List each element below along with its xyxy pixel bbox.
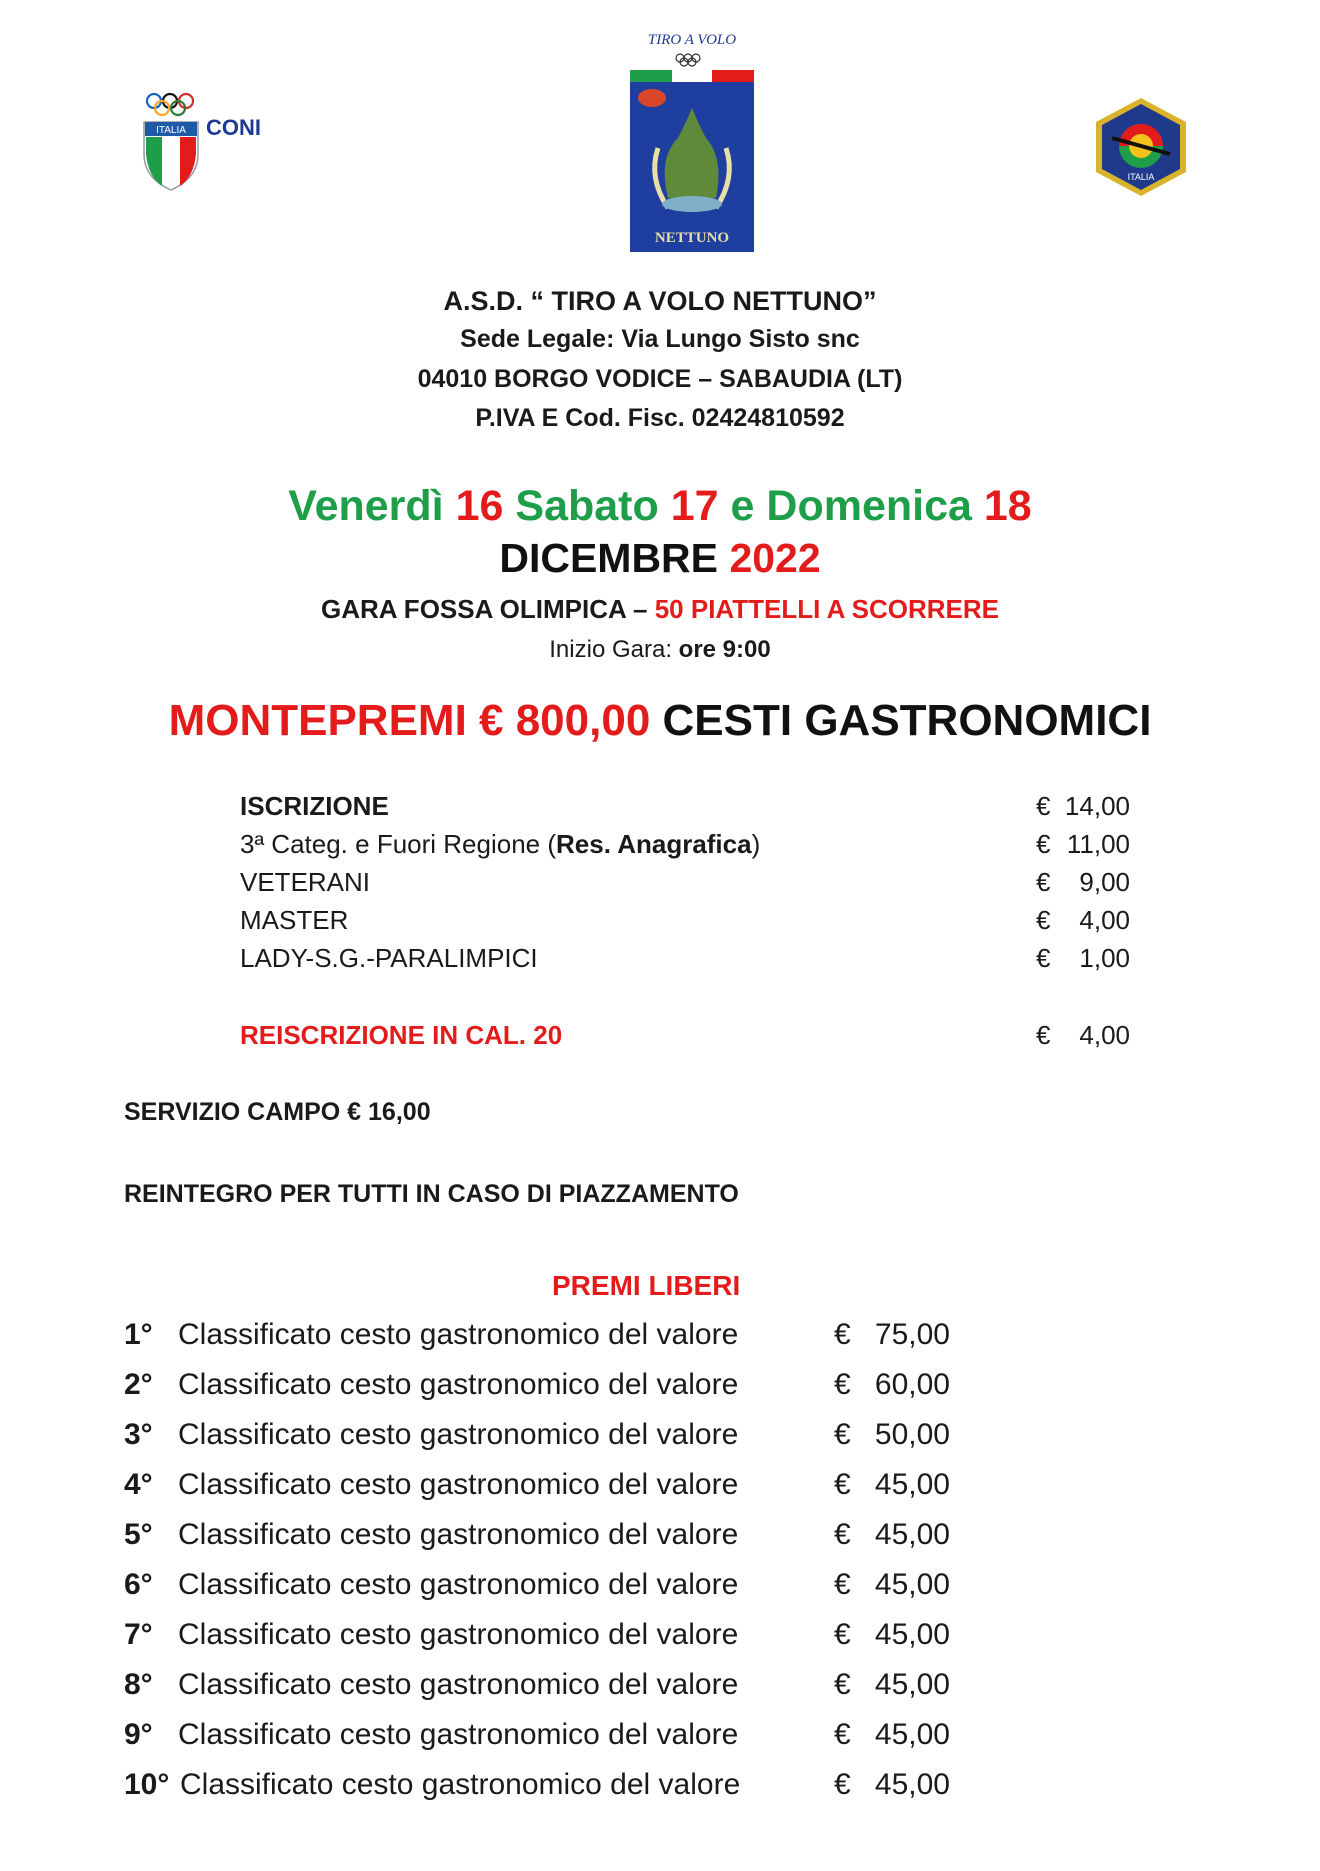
day-saturday: Sabato bbox=[515, 482, 659, 530]
fee-amount: 9,00 bbox=[1079, 867, 1130, 897]
prize-desc: Classificato cesto gastronomico del valore bbox=[180, 1768, 741, 1801]
fee-label: LADY-S.G.-PARALIMPICI bbox=[240, 943, 538, 973]
prize-rank: 7° bbox=[124, 1618, 153, 1651]
svg-text:NETTUNO: NETTUNO bbox=[654, 230, 730, 246]
prizes-title: PREMI LIBERI bbox=[552, 1270, 741, 1301]
prize-desc: Classificato cesto gastronomico del valore bbox=[178, 1418, 739, 1451]
fee-label: REISCRIZIONE IN CAL. 20 bbox=[240, 1020, 563, 1050]
start-label: Inizio Gara: bbox=[549, 636, 672, 663]
tiro-a-volo-nettuno-logo bbox=[628, 28, 756, 258]
fee-currency: € bbox=[1036, 867, 1051, 897]
prize-rank: 10° bbox=[124, 1768, 170, 1801]
prize-rank: 2° bbox=[124, 1368, 153, 1401]
prize-row bbox=[124, 1518, 950, 1558]
prize-row bbox=[124, 1618, 950, 1658]
prize-amount: 60,00 bbox=[874, 1368, 950, 1401]
fee-label: 3ª Categ. e Fuori Regione (Res. Anagrafica) bbox=[240, 829, 761, 859]
fee-amount: 11,00 bbox=[1066, 829, 1130, 859]
prize-desc: Classificato cesto gastronomico del valore bbox=[178, 1568, 739, 1601]
fee-label: VETERANI bbox=[240, 867, 371, 897]
prize-row bbox=[124, 1718, 950, 1758]
prize-currency: € bbox=[834, 1668, 851, 1701]
prize-currency: € bbox=[834, 1418, 851, 1451]
prize-row bbox=[124, 1418, 950, 1458]
prize-currency: € bbox=[834, 1618, 851, 1651]
start-time-value: ore 9:00 bbox=[678, 636, 771, 663]
fee-row bbox=[240, 867, 1130, 901]
start-time bbox=[0, 636, 1320, 664]
montepremi bbox=[0, 696, 1320, 746]
prize-desc: Classificato cesto gastronomico del valore bbox=[178, 1668, 739, 1701]
prize-rank: 5° bbox=[124, 1518, 153, 1551]
prize-currency: € bbox=[834, 1368, 851, 1401]
prize-row bbox=[124, 1368, 950, 1408]
prize-currency: € bbox=[834, 1318, 851, 1351]
competition-type bbox=[0, 594, 1320, 625]
prize-desc: Classificato cesto gastronomico del valore bbox=[178, 1368, 739, 1401]
event-month bbox=[0, 535, 1320, 582]
reintegro-note: REINTEGRO PER TUTTI IN CASO DI PIAZZAMENTO bbox=[124, 1180, 739, 1208]
prize-desc: Classificato cesto gastronomico del valore bbox=[178, 1718, 739, 1751]
vat-number: P.IVA E Cod. Fisc. 02424810592 bbox=[475, 404, 845, 432]
fee-row bbox=[240, 829, 1130, 863]
prize-currency: € bbox=[834, 1568, 851, 1601]
prize-amount: 45,00 bbox=[874, 1618, 950, 1651]
prize-amount: 45,00 bbox=[874, 1768, 950, 1801]
svg-text:ITALIA: ITALIA bbox=[1127, 172, 1155, 182]
svg-text:TIRO A VOLO: TIRO A VOLO bbox=[647, 32, 737, 48]
event-dates bbox=[0, 482, 1320, 531]
svg-text:ITALIA: ITALIA bbox=[156, 125, 186, 136]
day-friday: Venerdì bbox=[288, 482, 444, 530]
prize-desc: Classificato cesto gastronomico del valore bbox=[178, 1318, 739, 1351]
prize-row bbox=[124, 1668, 950, 1708]
montepremi-amount: MONTEPREMI € 800,00 bbox=[168, 696, 651, 745]
competition-detail: 50 PIATTELLI A SCORRERE bbox=[654, 594, 999, 624]
prize-rank: 9° bbox=[124, 1718, 153, 1751]
prize-amount: 45,00 bbox=[874, 1718, 950, 1751]
svg-text:CONI: CONI bbox=[206, 115, 261, 140]
prize-rank: 6° bbox=[124, 1568, 153, 1601]
fee-currency: € bbox=[1036, 943, 1051, 973]
month: DICEMBRE bbox=[499, 535, 719, 581]
fee-row bbox=[240, 791, 1130, 825]
prize-amount: 45,00 bbox=[874, 1518, 950, 1551]
prize-currency: € bbox=[834, 1518, 851, 1551]
fee-currency: € bbox=[1036, 905, 1051, 935]
conjunction: e bbox=[730, 482, 755, 530]
fee-label: MASTER bbox=[240, 905, 349, 935]
prize-amount: 45,00 bbox=[874, 1468, 950, 1501]
fee-row bbox=[240, 943, 1130, 977]
prize-row bbox=[124, 1768, 950, 1808]
prize-amount: 45,00 bbox=[874, 1568, 950, 1601]
fee-amount: 14,00 bbox=[1064, 791, 1130, 821]
prize-desc: Classificato cesto gastronomico del valore bbox=[178, 1468, 739, 1501]
day-sunday: Domenica bbox=[766, 482, 972, 530]
year: 2022 bbox=[729, 535, 821, 581]
competition-name: GARA FOSSA OLIMPICA – bbox=[321, 594, 648, 624]
fee-row-reiscrizione bbox=[240, 1020, 1130, 1054]
prize-desc: Classificato cesto gastronomico del valore bbox=[178, 1518, 739, 1551]
fee-currency: € bbox=[1036, 829, 1051, 859]
fitav-logo bbox=[1090, 96, 1192, 198]
prize-rank: 4° bbox=[124, 1468, 153, 1501]
coni-logo bbox=[140, 88, 280, 198]
prize-currency: € bbox=[834, 1468, 851, 1501]
prize-row bbox=[124, 1318, 950, 1358]
prize-desc: Classificato cesto gastronomico del valore bbox=[178, 1618, 739, 1651]
servizio-campo: SERVIZIO CAMPO € 16,00 bbox=[124, 1098, 431, 1126]
date-friday: 16 bbox=[455, 482, 504, 530]
org-name: A.S.D. “ TIRO A VOLO NETTUNO” bbox=[443, 286, 877, 316]
fee-amount: 4,00 bbox=[1079, 1020, 1130, 1050]
fee-label: ISCRIZIONE bbox=[240, 791, 389, 821]
fee-amount: 4,00 bbox=[1079, 905, 1130, 935]
prize-currency: € bbox=[834, 1768, 851, 1801]
fee-row bbox=[240, 905, 1130, 939]
prize-amount: 75,00 bbox=[874, 1318, 950, 1351]
prize-currency: € bbox=[834, 1718, 851, 1751]
prize-row bbox=[124, 1568, 950, 1608]
fee-amount: 1,00 bbox=[1079, 943, 1130, 973]
prize-row bbox=[124, 1468, 950, 1508]
prize-rank: 1° bbox=[124, 1318, 153, 1351]
prize-rank: 3° bbox=[124, 1418, 153, 1451]
prize-amount: 45,00 bbox=[874, 1668, 950, 1701]
address-line2: 04010 BORGO VODICE – SABAUDIA (LT) bbox=[417, 365, 903, 393]
fee-currency: € bbox=[1036, 1020, 1051, 1050]
fee-currency: € bbox=[1036, 791, 1051, 821]
address-line1: Sede Legale: Via Lungo Sisto snc bbox=[460, 325, 860, 353]
montepremi-suffix: CESTI GASTRONOMICI bbox=[662, 696, 1152, 745]
prize-rank: 8° bbox=[124, 1668, 153, 1701]
date-sunday: 18 bbox=[983, 482, 1032, 530]
prize-amount: 50,00 bbox=[874, 1418, 950, 1451]
date-saturday: 17 bbox=[670, 482, 719, 530]
